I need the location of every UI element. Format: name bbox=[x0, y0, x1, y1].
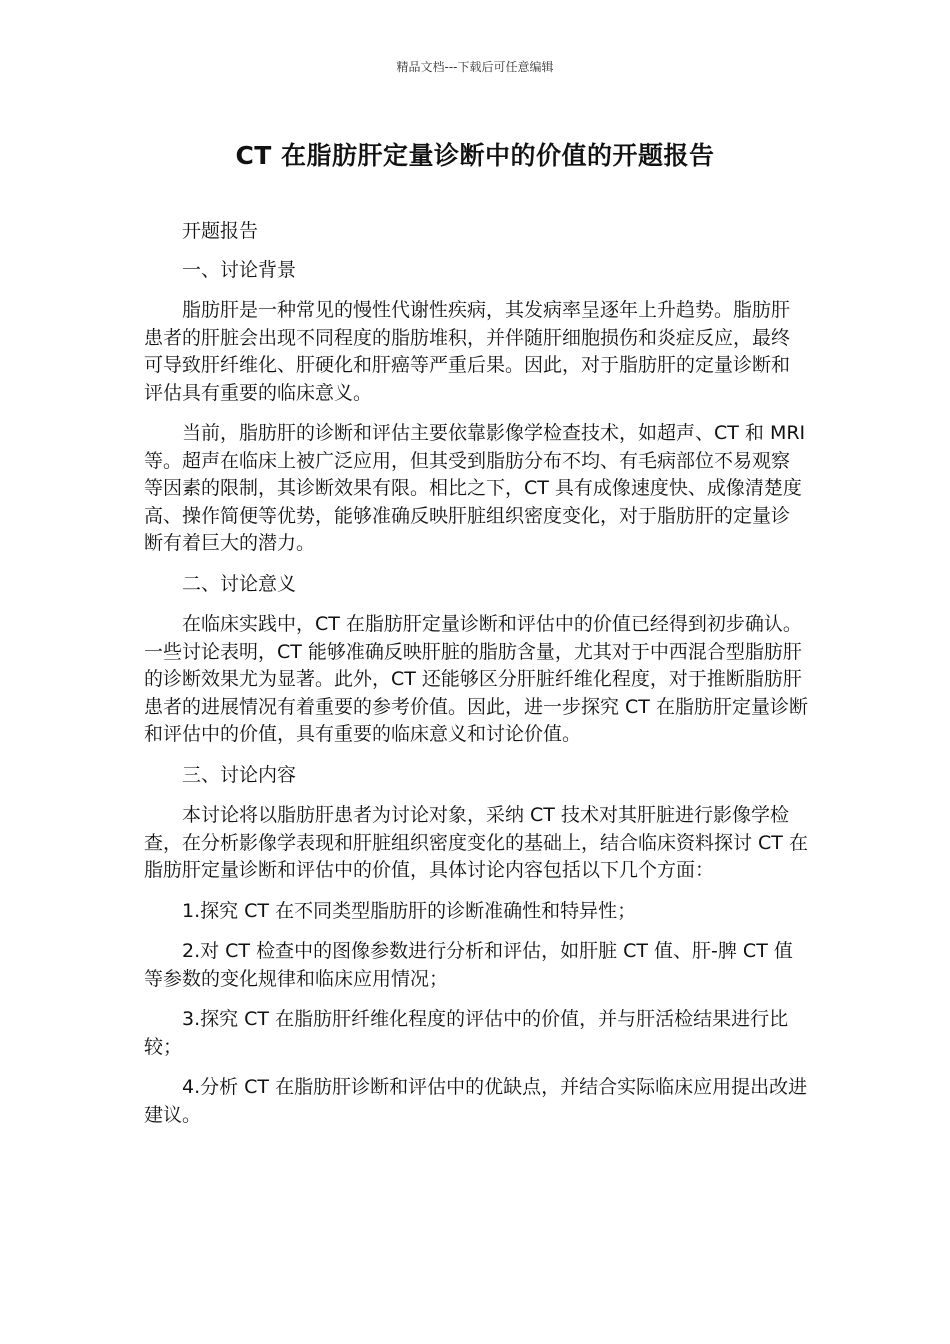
paragraph-significance: 在临床实践中，CT 在脂肪肝定量诊断和评估中的价值已经得到初步确认。一些讨论表明，CT 能够准确反映肝脏的脂肪含量，尤其对于中西混合型脂肪肝的诊断效果尤为显著。此外，CT 还能够区分肝脏纤维化程度，对于推断脂肪肝患者的进展情况有着重要的参考价值。因此，进一步探究 CT 在脂肪肝定量诊断和评估中的价值，具有重要的临床意义和讨论价值。 bbox=[144, 613, 808, 745]
document-body bbox=[144, 218, 808, 1142]
section-heading-significance: 二、讨论意义 bbox=[182, 572, 297, 595]
paragraph-content-intro: 本讨论将以脂肪肝患者为讨论对象，采纳 CT 技术对其肝脏进行影像学检查，在分析影像学表现和肝脏组织密度变化的基础上，结合临床资料探讨 CT 在脂肪肝定量诊断和评估中的价值，具体讨论内容包括以下几个方面： bbox=[144, 804, 808, 881]
section-heading-background: 一、讨论背景 bbox=[182, 258, 297, 281]
paragraph-background-1: 脂肪肝是一种常见的慢性代谢性疾病，其发病率呈逐年上升趋势。脂肪肝患者的肝脏会出现不同程度的脂肪堆积，并伴随肝细胞损伤和炎症反应，最终可导致肝纤维化、肝硬化和肝癌等严重后果。因此，对于脂肪肝的定量诊断和评估具有重要的临床意义。 bbox=[144, 299, 791, 404]
document-title: CT 在脂肪肝定量诊断中的价值的开题报告 bbox=[235, 141, 715, 170]
list-item-3: 3.探究 CT 在脂肪肝纤维化程度的评估中的价值，并与肝活检结果进行比较； bbox=[144, 1008, 789, 1058]
page-header-note: 精品文档---下载后可任意编辑 bbox=[396, 60, 554, 74]
section-heading-content: 三、讨论内容 bbox=[182, 763, 297, 786]
list-item-4: 4.分析 CT 在脂肪肝诊断和评估中的优缺点，并结合实际临床应用提出改进建议。 bbox=[144, 1076, 808, 1126]
list-item-1: 1.探究 CT 在不同类型脂肪肝的诊断准确性和特异性； bbox=[182, 899, 637, 922]
list-item-2: 2.对 CT 检查中的图像参数进行分析和评估，如肝脏 CT 值、肝-脾 CT 值等参数的变化规律和临床应用情况； bbox=[144, 940, 793, 990]
report-label: 开题报告 bbox=[182, 220, 259, 242]
paragraph-background-2: 当前，脂肪肝的诊断和评估主要依靠影像学检查技术，如超声、CT 和 MRI 等。超声在临床上被广泛应用，但其受到脂肪分布不均、有毛病部位不易观察等因素的限制，其诊断效果有限。相比之下，CT 具有成像速度快、成像清楚度高、操作简便等优势，能够准确反映肝脏组织密度变化，对于脂肪肝的定量诊断有着巨大的潜力。 bbox=[144, 422, 806, 554]
